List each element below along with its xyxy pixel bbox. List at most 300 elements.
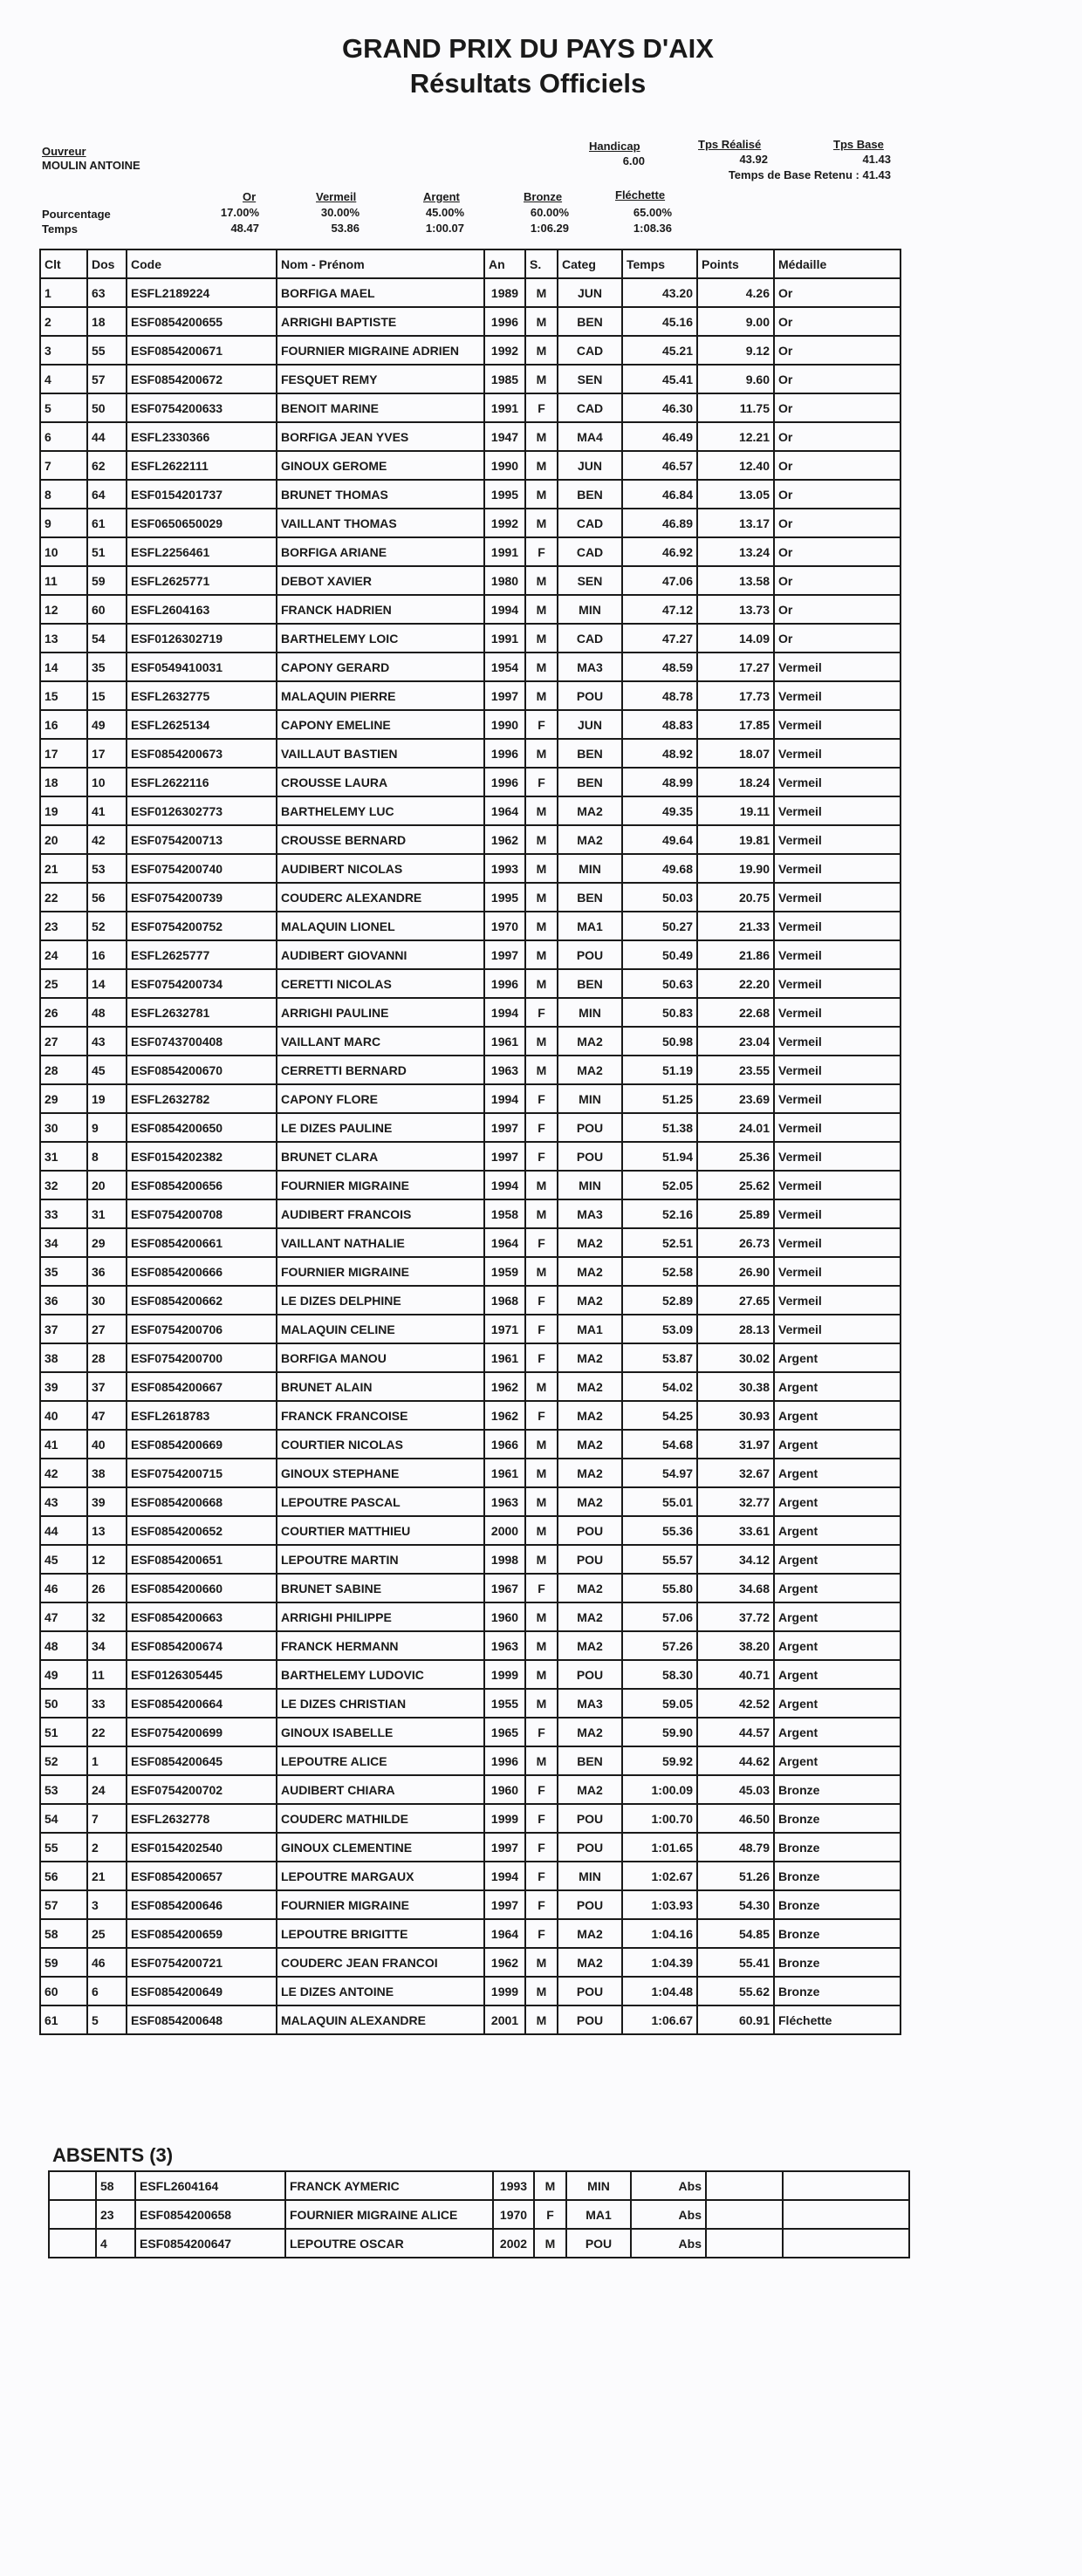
table-row [40, 480, 901, 509]
cell-clt: 13 [40, 624, 87, 653]
cell-code: ESF0854200655 [127, 307, 277, 336]
cell-code: ESF0854200662 [127, 1286, 277, 1315]
cell-dos: 38 [87, 1459, 127, 1487]
cell-an: 1997 [484, 1113, 525, 1142]
cell-dos: 16 [87, 940, 127, 969]
cell-clt: 3 [40, 336, 87, 365]
cell-medaille [783, 2171, 909, 2200]
cell-medaille: Vermeil [774, 653, 901, 681]
cell-nom: BRUNET SABINE [277, 1574, 484, 1602]
cell-nom: AUDIBERT FRANCOIS [277, 1199, 484, 1228]
cell-sexe: M [525, 1631, 558, 1660]
cell-an: 1962 [484, 825, 525, 854]
cell-sexe: M [525, 451, 558, 480]
cell-temps: 59.92 [622, 1746, 697, 1775]
medal-bronze-time: 1:06.29 [530, 222, 569, 235]
cell-an: 1991 [484, 537, 525, 566]
table-row [40, 969, 901, 998]
cell-dos: 7 [87, 1804, 127, 1833]
cell-points: 17.73 [697, 681, 774, 710]
cell-sexe: M [525, 940, 558, 969]
table-row [40, 336, 901, 365]
table-row [40, 796, 901, 825]
cell-medaille: Vermeil [774, 739, 901, 768]
cell-categ: JUN [558, 710, 622, 739]
cell-nom: ARRIGHI PAULINE [277, 998, 484, 1027]
cell-code: ESF0854200672 [127, 365, 277, 393]
cell-clt: 22 [40, 883, 87, 912]
absent-row [49, 2229, 909, 2258]
cell-medaille: Vermeil [774, 1056, 901, 1084]
cell-categ: MIN [558, 1862, 622, 1890]
cell-temps: Abs [631, 2171, 706, 2200]
cell-temps: 52.89 [622, 1286, 697, 1315]
cell-sexe: M [525, 1171, 558, 1199]
cell-dos: 59 [87, 566, 127, 595]
cell-dos: 62 [87, 451, 127, 480]
cell-categ: MA2 [558, 825, 622, 854]
table-row [40, 624, 901, 653]
cell-categ: SEN [558, 566, 622, 595]
cell-clt: 32 [40, 1171, 87, 1199]
cell-sexe: F [525, 1862, 558, 1890]
cell-nom: DEBOT XAVIER [277, 566, 484, 595]
table-row [40, 1516, 901, 1545]
cell-an: 1961 [484, 1343, 525, 1372]
cell-sexe: F [525, 1228, 558, 1257]
cell-code: ESF0754200721 [127, 1948, 277, 1977]
cell-dos: 29 [87, 1228, 127, 1257]
cell-clt [49, 2229, 96, 2258]
cell-nom: VAILLAUT BASTIEN [277, 739, 484, 768]
cell-points: 18.07 [697, 739, 774, 768]
cell-medaille: Or [774, 278, 901, 307]
cell-code: ESFL2618783 [127, 1401, 277, 1430]
cell-nom: MALAQUIN CELINE [277, 1315, 484, 1343]
cell-points: 60.91 [697, 2005, 774, 2034]
cell-temps: 50.49 [622, 940, 697, 969]
cell-points: 37.72 [697, 1602, 774, 1631]
cell-an: 1998 [484, 1545, 525, 1574]
table-row [40, 393, 901, 422]
cell-temps: 53.87 [622, 1343, 697, 1372]
table-row [40, 365, 901, 393]
cell-dos: 54 [87, 624, 127, 653]
cell-an: 1955 [484, 1689, 525, 1718]
medal-bronze-pct: 60.00% [530, 206, 569, 219]
cell-temps: 55.80 [622, 1574, 697, 1602]
cell-an: 1962 [484, 1372, 525, 1401]
cell-an: 1963 [484, 1056, 525, 1084]
cell-sexe: M [525, 796, 558, 825]
cell-temps: 45.21 [622, 336, 697, 365]
cell-code: ESF0854200670 [127, 1056, 277, 1084]
table-row [40, 1689, 901, 1718]
cell-sexe: F [525, 393, 558, 422]
cell-clt: 6 [40, 422, 87, 451]
cell-categ: MA4 [558, 422, 622, 451]
table-row [40, 595, 901, 624]
cell-temps: 46.57 [622, 451, 697, 480]
cell-clt: 48 [40, 1631, 87, 1660]
cell-code: ESF0854200664 [127, 1689, 277, 1718]
cell-code: ESF0854200668 [127, 1487, 277, 1516]
cell-points: 34.68 [697, 1574, 774, 1602]
cell-dos: 47 [87, 1401, 127, 1430]
table-row [40, 1286, 901, 1315]
cell-dos: 11 [87, 1660, 127, 1689]
cell-an: 1992 [484, 336, 525, 365]
cell-clt: 59 [40, 1948, 87, 1977]
cell-temps: 51.19 [622, 1056, 697, 1084]
cell-nom: BORFIGA MAEL [277, 278, 484, 307]
table-row [40, 1775, 901, 1804]
cell-nom: CAPONY EMELINE [277, 710, 484, 739]
cell-code: ESF0754200633 [127, 393, 277, 422]
cell-nom: BORFIGA JEAN YVES [277, 422, 484, 451]
cell-an: 1960 [484, 1602, 525, 1631]
cell-an: 1994 [484, 595, 525, 624]
cell-temps: 51.94 [622, 1142, 697, 1171]
cell-clt: 7 [40, 451, 87, 480]
cell-temps: 59.90 [622, 1718, 697, 1746]
cell-medaille: Vermeil [774, 1027, 901, 1056]
cell-code: ESFL2622111 [127, 451, 277, 480]
col-points: Points [697, 249, 774, 278]
cell-temps: 50.03 [622, 883, 697, 912]
cell-sexe: F [525, 1286, 558, 1315]
cell-dos: 25 [87, 1919, 127, 1948]
cell-clt: 11 [40, 566, 87, 595]
cell-sexe: M [525, 422, 558, 451]
table-row [40, 1401, 901, 1430]
cell-an: 1994 [484, 998, 525, 1027]
cell-clt: 58 [40, 1919, 87, 1948]
cell-categ: BEN [558, 883, 622, 912]
cell-code: ESF0854200646 [127, 1890, 277, 1919]
cell-sexe: M [534, 2229, 566, 2258]
cell-medaille: Argent [774, 1372, 901, 1401]
cell-dos: 20 [87, 1171, 127, 1199]
table-row [40, 825, 901, 854]
cell-categ: MA1 [558, 1315, 622, 1343]
cell-temps: 43.20 [622, 278, 697, 307]
cell-dos: 23 [96, 2200, 135, 2229]
table-row [40, 1545, 901, 1574]
cell-code: ESF0754200708 [127, 1199, 277, 1228]
cell-nom: COUDERC MATHILDE [277, 1804, 484, 1833]
cell-code: ESF0854200671 [127, 336, 277, 365]
cell-an: 1997 [484, 1890, 525, 1919]
cell-points: 25.36 [697, 1142, 774, 1171]
col-nom: Nom - Prénom [277, 249, 484, 278]
cell-points: 44.57 [697, 1718, 774, 1746]
cell-categ: MA3 [558, 1199, 622, 1228]
cell-points: 54.85 [697, 1919, 774, 1948]
cell-code: ESF0549410031 [127, 653, 277, 681]
cell-dos: 55 [87, 336, 127, 365]
cell-temps: 54.02 [622, 1372, 697, 1401]
cell-sexe: M [525, 1372, 558, 1401]
cell-medaille: Bronze [774, 1804, 901, 1833]
cell-clt: 35 [40, 1257, 87, 1286]
cell-points: 54.30 [697, 1890, 774, 1919]
cell-points: 13.17 [697, 509, 774, 537]
cell-an: 1961 [484, 1459, 525, 1487]
cell-medaille: Vermeil [774, 1084, 901, 1113]
cell-dos: 27 [87, 1315, 127, 1343]
table-row [40, 1430, 901, 1459]
cell-categ: BEN [558, 307, 622, 336]
cell-nom: FOURNIER MIGRAINE [277, 1257, 484, 1286]
cell-medaille: Vermeil [774, 1257, 901, 1286]
cell-points: 18.24 [697, 768, 774, 796]
cell-dos: 42 [87, 825, 127, 854]
cell-nom: FOURNIER MIGRAINE [277, 1890, 484, 1919]
cell-clt: 15 [40, 681, 87, 710]
cell-temps: 1:04.48 [622, 1977, 697, 2005]
cell-an: 2001 [484, 2005, 525, 2034]
table-row [40, 739, 901, 768]
cell-code: ESFL2189224 [127, 278, 277, 307]
cell-medaille: Or [774, 480, 901, 509]
cell-categ: BEN [558, 739, 622, 768]
cell-sexe: M [525, 307, 558, 336]
table-row [40, 1833, 901, 1862]
cell-medaille [783, 2200, 909, 2229]
cell-nom: COURTIER MATTHIEU [277, 1516, 484, 1545]
cell-medaille: Vermeil [774, 825, 901, 854]
cell-medaille: Vermeil [774, 681, 901, 710]
cell-nom: MALAQUIN ALEXANDRE [277, 2005, 484, 2034]
cell-medaille: Vermeil [774, 883, 901, 912]
cell-code: ESF0154202540 [127, 1833, 277, 1862]
cell-sexe: M [525, 1516, 558, 1545]
cell-dos: 49 [87, 710, 127, 739]
cell-nom: COURTIER NICOLAS [277, 1430, 484, 1459]
cell-medaille: Vermeil [774, 796, 901, 825]
cell-nom: CROUSSE LAURA [277, 768, 484, 796]
cell-medaille: Or [774, 336, 901, 365]
cell-points: 44.62 [697, 1746, 774, 1775]
cell-points: 32.67 [697, 1459, 774, 1487]
cell-clt: 53 [40, 1775, 87, 1804]
cell-medaille: Argent [774, 1631, 901, 1660]
cell-clt: 4 [40, 365, 87, 393]
cell-an: 1992 [484, 509, 525, 537]
cell-medaille: Argent [774, 1689, 901, 1718]
cell-points: 20.75 [697, 883, 774, 912]
cell-temps: 45.16 [622, 307, 697, 336]
tps-base-value: 41.43 [862, 153, 891, 166]
cell-nom: LE DIZES CHRISTIAN [277, 1689, 484, 1718]
cell-clt: 46 [40, 1574, 87, 1602]
cell-clt: 37 [40, 1315, 87, 1343]
cell-sexe: F [525, 1919, 558, 1948]
table-row [40, 2005, 901, 2034]
cell-categ: CAD [558, 537, 622, 566]
cell-temps: 46.84 [622, 480, 697, 509]
cell-categ: MA1 [566, 2200, 631, 2229]
cell-temps: 1:01.65 [622, 1833, 697, 1862]
cell-categ: CAD [558, 624, 622, 653]
cell-categ: POU [558, 1804, 622, 1833]
cell-clt: 36 [40, 1286, 87, 1315]
table-row [40, 940, 901, 969]
cell-temps: 52.51 [622, 1228, 697, 1257]
cell-code: ESF0854200673 [127, 739, 277, 768]
cell-code: ESFL2632778 [127, 1804, 277, 1833]
tps-base-retenu: Temps de Base Retenu : 41.43 [728, 168, 891, 181]
cell-medaille: Vermeil [774, 1142, 901, 1171]
cell-clt: 44 [40, 1516, 87, 1545]
cell-dos: 36 [87, 1257, 127, 1286]
cell-medaille: Argent [774, 1516, 901, 1545]
cell-clt: 20 [40, 825, 87, 854]
cell-categ: MA2 [558, 1602, 622, 1631]
cell-clt: 18 [40, 768, 87, 796]
table-row [40, 1084, 901, 1113]
cell-categ: MA2 [558, 1343, 622, 1372]
cell-dos: 17 [87, 739, 127, 768]
cell-nom: VAILLANT MARC [277, 1027, 484, 1056]
cell-medaille: Vermeil [774, 1199, 901, 1228]
cell-sexe: F [525, 1315, 558, 1343]
cell-temps: 47.12 [622, 595, 697, 624]
cell-medaille: Fléchette [774, 2005, 901, 2034]
cell-temps: Abs [631, 2200, 706, 2229]
cell-points: 17.27 [697, 653, 774, 681]
cell-categ: CAD [558, 393, 622, 422]
cell-medaille: Bronze [774, 1977, 901, 2005]
medal-or-pct: 17.00% [220, 206, 259, 219]
medal-argent-time: 1:00.07 [425, 222, 464, 235]
table-row [40, 1602, 901, 1631]
cell-points: 11.75 [697, 393, 774, 422]
cell-sexe: M [525, 480, 558, 509]
cell-nom: LE DIZES PAULINE [277, 1113, 484, 1142]
cell-categ: BEN [558, 969, 622, 998]
cell-an: 1947 [484, 422, 525, 451]
cell-categ: MIN [558, 595, 622, 624]
cell-clt: 25 [40, 969, 87, 998]
cell-sexe: M [525, 624, 558, 653]
cell-clt: 41 [40, 1430, 87, 1459]
cell-an: 1993 [493, 2171, 534, 2200]
cell-clt: 27 [40, 1027, 87, 1056]
cell-an: 1994 [484, 1084, 525, 1113]
cell-dos: 8 [87, 1142, 127, 1171]
cell-code: ESF0743700408 [127, 1027, 277, 1056]
cell-points: 26.90 [697, 1257, 774, 1286]
cell-nom: LEPOUTRE MARTIN [277, 1545, 484, 1574]
cell-code: ESF0754200734 [127, 969, 277, 998]
cell-dos: 12 [87, 1545, 127, 1574]
cell-nom: CERRETTI BERNARD [277, 1056, 484, 1084]
cell-code: ESF0754200713 [127, 825, 277, 854]
cell-an: 1954 [484, 653, 525, 681]
cell-temps: 47.06 [622, 566, 697, 595]
table-row [40, 653, 901, 681]
cell-points: 17.85 [697, 710, 774, 739]
cell-an: 1959 [484, 1257, 525, 1286]
cell-points: 4.26 [697, 278, 774, 307]
cell-code: ESF0754200699 [127, 1718, 277, 1746]
cell-temps: 55.57 [622, 1545, 697, 1574]
cell-sexe: F [525, 1574, 558, 1602]
cell-temps: 1:02.67 [622, 1862, 697, 1890]
cell-categ: MIN [558, 1084, 622, 1113]
cell-an: 1970 [493, 2200, 534, 2229]
table-row [40, 998, 901, 1027]
cell-an: 1997 [484, 1833, 525, 1862]
table-row [40, 854, 901, 883]
cell-an: 1997 [484, 1142, 525, 1171]
cell-code: ESF0854200652 [127, 1516, 277, 1545]
cell-medaille: Or [774, 509, 901, 537]
cell-sexe: F [525, 998, 558, 1027]
cell-dos: 13 [87, 1516, 127, 1545]
cell-temps: 58.30 [622, 1660, 697, 1689]
cell-temps: 50.27 [622, 912, 697, 940]
cell-temps: 53.09 [622, 1315, 697, 1343]
cell-nom: CERETTI NICOLAS [277, 969, 484, 998]
cell-clt: 38 [40, 1343, 87, 1372]
handicap-value: 6.00 [622, 154, 645, 167]
cell-an: 1964 [484, 796, 525, 825]
cell-medaille: Vermeil [774, 1315, 901, 1343]
cell-nom: LEPOUTRE ALICE [277, 1746, 484, 1775]
cell-sexe: M [525, 1602, 558, 1631]
cell-categ: MA2 [558, 1631, 622, 1660]
table-row [40, 1804, 901, 1833]
cell-medaille: Bronze [774, 1833, 901, 1862]
cell-temps: 48.83 [622, 710, 697, 739]
cell-clt: 1 [40, 278, 87, 307]
cell-categ: MIN [558, 854, 622, 883]
table-row [40, 1257, 901, 1286]
cell-an: 1963 [484, 1487, 525, 1516]
cell-nom: BARTHELEMY LUC [277, 796, 484, 825]
cell-code: ESF0854200659 [127, 1919, 277, 1948]
cell-nom: ARRIGHI BAPTISTE [277, 307, 484, 336]
table-row [40, 1171, 901, 1199]
cell-dos: 6 [87, 1977, 127, 2005]
cell-temps: 48.99 [622, 768, 697, 796]
cell-sexe: M [525, 509, 558, 537]
cell-medaille: Or [774, 451, 901, 480]
cell-code: ESF0854200650 [127, 1113, 277, 1142]
cell-nom: FRANCK FRANCOISE [277, 1401, 484, 1430]
cell-categ: POU [558, 940, 622, 969]
cell-nom: FOURNIER MIGRAINE ADRIEN [277, 336, 484, 365]
absent-row [49, 2200, 909, 2229]
cell-nom: FESQUET REMY [277, 365, 484, 393]
cell-temps: 59.05 [622, 1689, 697, 1718]
cell-dos: 64 [87, 480, 127, 509]
cell-points: 55.62 [697, 1977, 774, 2005]
cell-points: 19.11 [697, 796, 774, 825]
cell-points: 13.73 [697, 595, 774, 624]
cell-clt: 45 [40, 1545, 87, 1574]
table-header-row [40, 249, 901, 278]
cell-code: ESF0854200674 [127, 1631, 277, 1660]
cell-temps: 46.49 [622, 422, 697, 451]
cell-points: 30.02 [697, 1343, 774, 1372]
cell-temps: Abs [631, 2229, 706, 2258]
cell-clt: 31 [40, 1142, 87, 1171]
cell-points: 46.50 [697, 1804, 774, 1833]
